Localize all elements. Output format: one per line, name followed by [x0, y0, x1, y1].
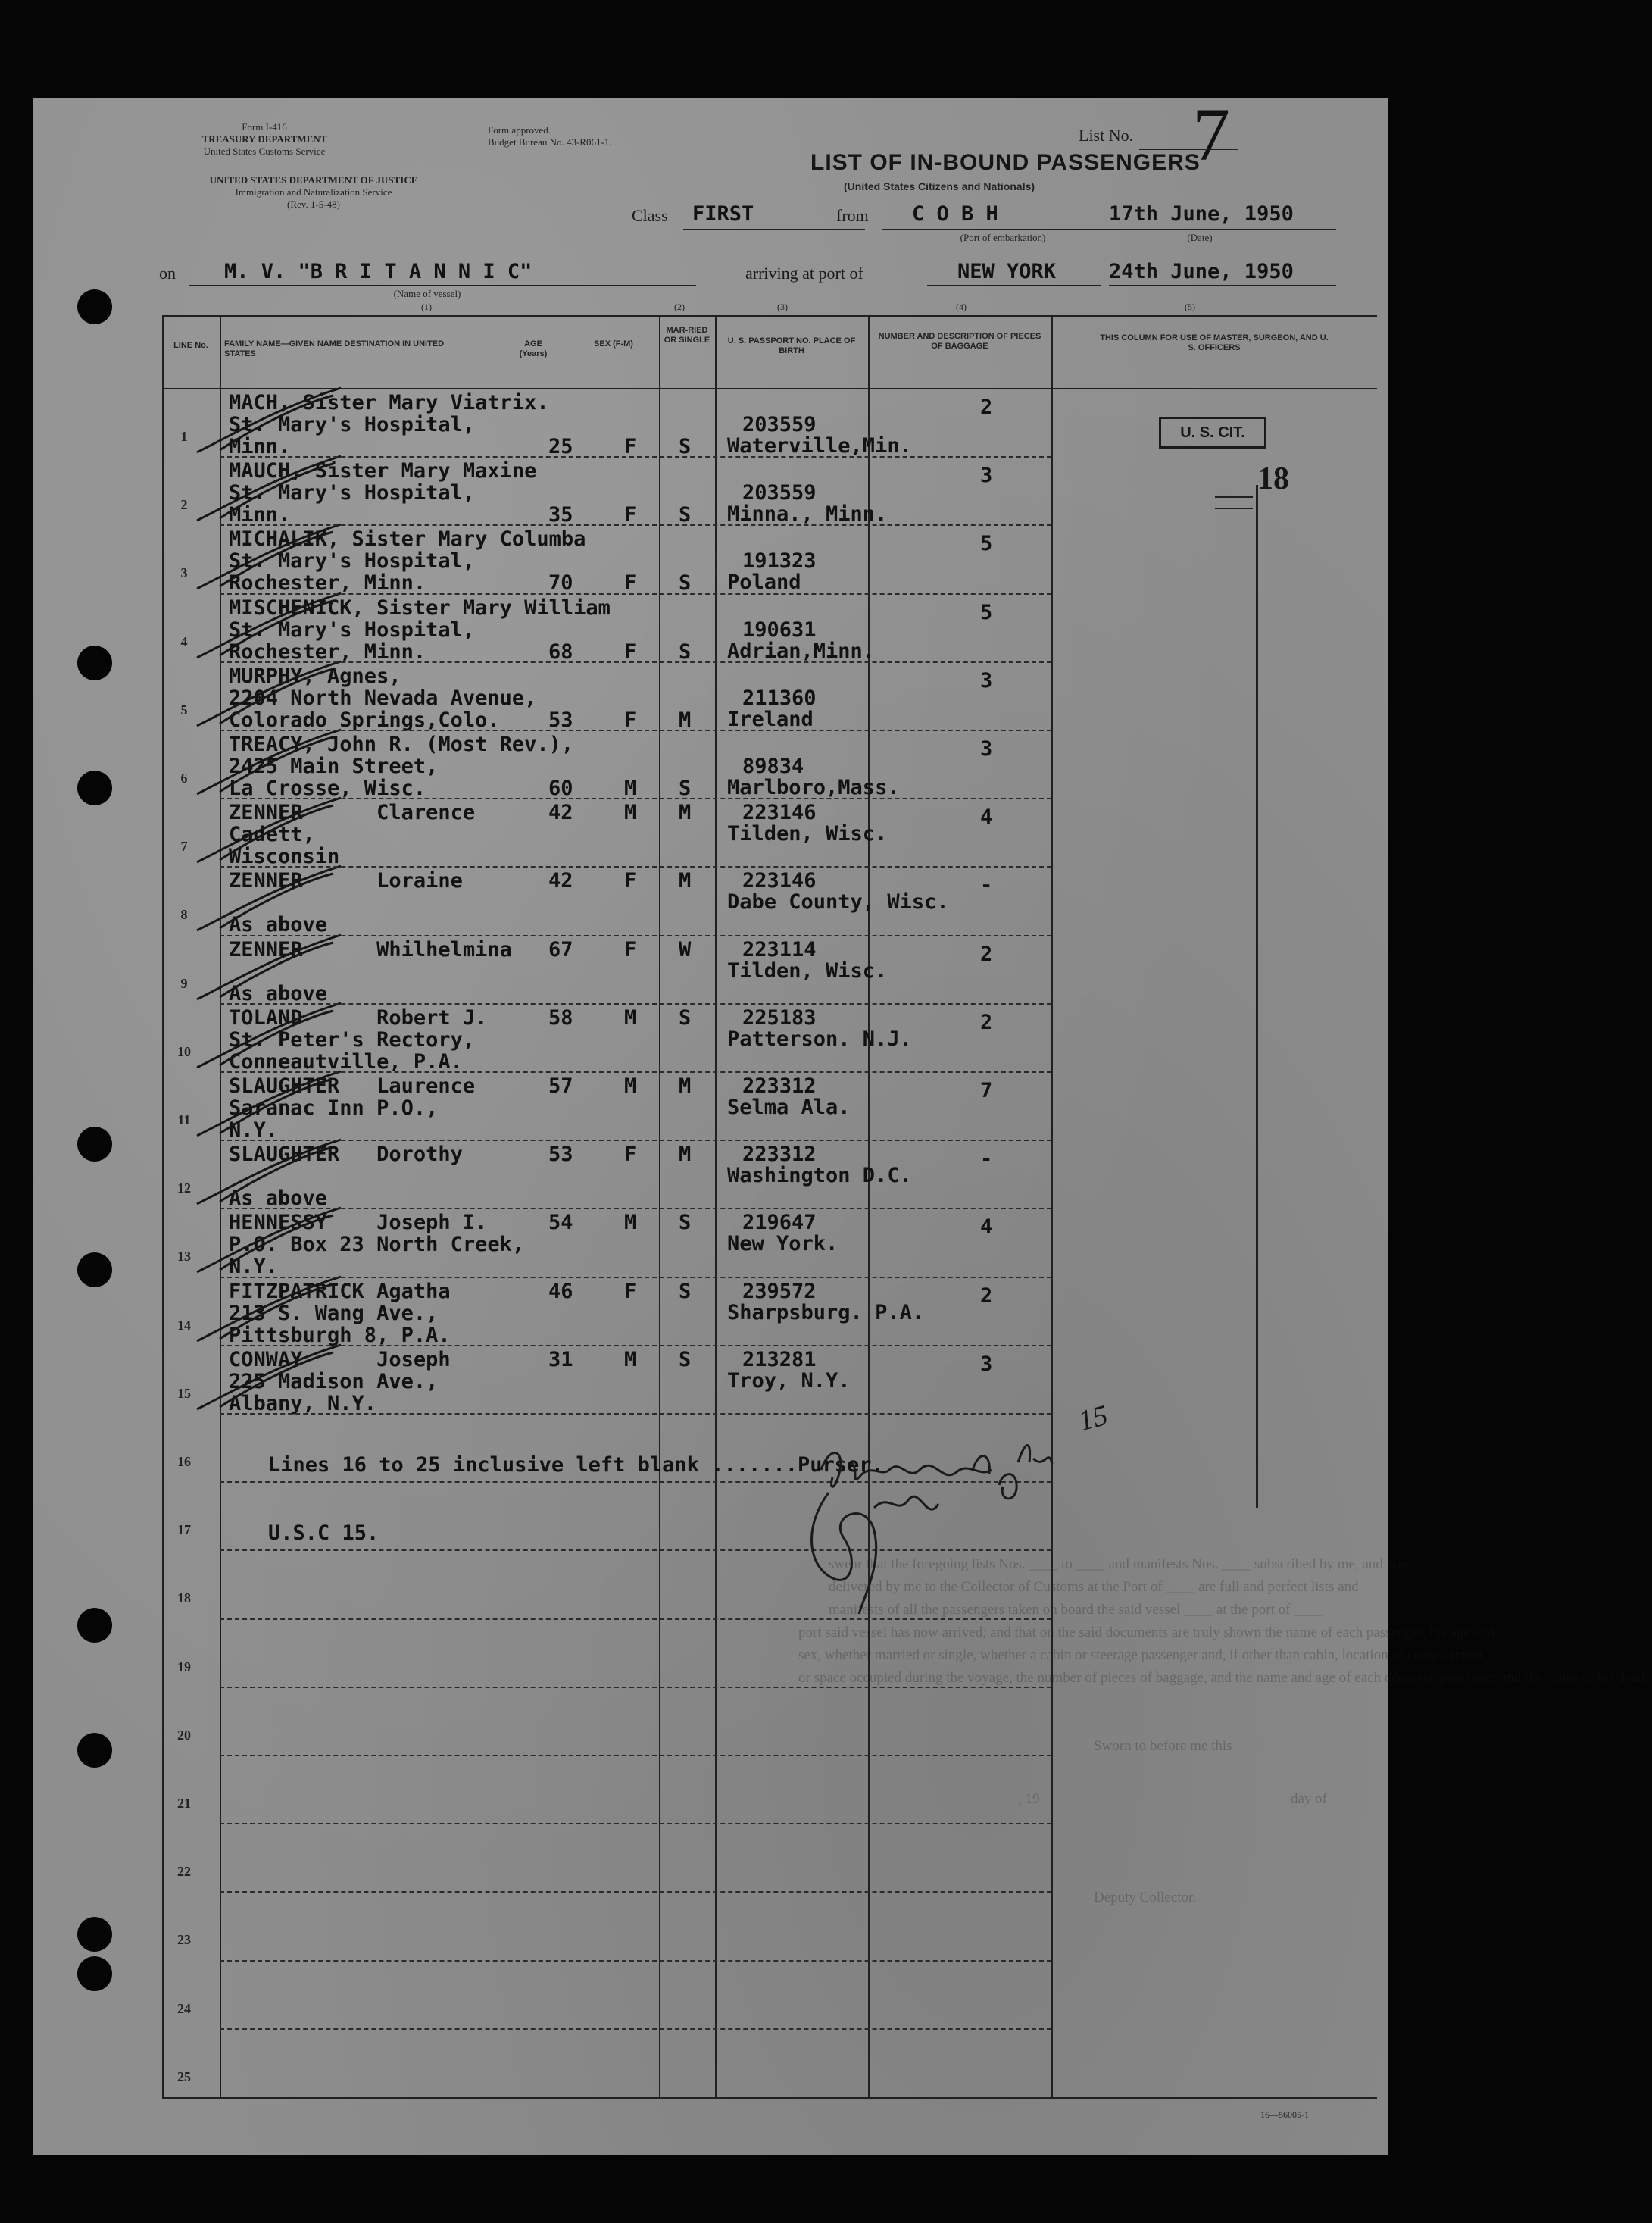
marital-status: M [679, 869, 692, 893]
place-of-birth: New York. [727, 1232, 838, 1255]
passport-number: 203559 [742, 413, 817, 436]
place-of-birth: Poland [727, 571, 801, 594]
arrival-port: NEW YORK [957, 260, 1057, 283]
destination-line-2: Albany, N.Y. [229, 1392, 377, 1415]
destination-line-1: St. Mary's Hospital, [229, 618, 476, 642]
column-header-line: LINE No. [173, 341, 208, 350]
line-number: 13 [177, 1249, 191, 1264]
marital-status: S [679, 777, 692, 800]
marital-status: M [679, 708, 692, 732]
vessel-caption: (Name of vessel) [393, 288, 461, 299]
age: 70 [548, 571, 573, 595]
check-mark-icon [189, 1337, 356, 1421]
line-number: 11 [177, 1112, 191, 1127]
place-of-birth: Tilden, Wisc. [727, 959, 888, 983]
marital-status: S [679, 435, 692, 458]
passenger-name: ZENNER Loraine [229, 869, 463, 893]
baggage-count: 7 [980, 1079, 993, 1102]
place-of-birth: Ireland [727, 708, 814, 731]
destination-line-1: St. Peter's Rectory, [229, 1028, 476, 1052]
officer-count: 18 [1257, 461, 1289, 496]
class-value: FIRST [692, 202, 754, 226]
age: 53 [548, 708, 573, 732]
place-of-birth: Washington D.C. [727, 1164, 912, 1187]
passport-number: 223146 [742, 801, 817, 824]
baggage-count: 3 [980, 737, 993, 761]
destination-line-2: Colorado Springs,Colo. [229, 708, 500, 732]
sex: F [624, 435, 637, 458]
line-number: 14 [177, 1318, 191, 1333]
passport-number: 190631 [742, 618, 817, 642]
baggage-count: - [980, 1147, 993, 1171]
baggage-count: - [980, 874, 993, 897]
arriving-label: arriving at port of [745, 264, 863, 283]
place-of-birth: Minna., Minn. [727, 502, 888, 526]
bleed-through-line: sex, whether married or single, whether a cabin or steerage passenger and, if other than cabin, location of compartment [798, 1647, 1484, 1663]
column-header-officers: THIS COLUMN FOR USE OF MASTER, SURGEON, AND U. S. OFFICERS [1100, 333, 1329, 352]
sex: M [624, 801, 637, 824]
baggage-count: 3 [980, 464, 993, 487]
marital-status: M [679, 1143, 692, 1166]
passport-number: 225183 [742, 1006, 817, 1030]
line-number: 23 [177, 1932, 191, 1947]
form-revision: (Rev. 1-5-48) [287, 199, 340, 210]
age: 57 [548, 1074, 573, 1098]
list-number: 7 [1192, 92, 1230, 177]
destination-line-1: 2425 Main Street, [229, 755, 439, 778]
class-label: Class [632, 206, 668, 225]
passenger-name: HENNESSY Joseph I. [229, 1211, 488, 1234]
on-label: on [159, 264, 176, 283]
baggage-count: 4 [980, 805, 993, 829]
marital-status: S [679, 1348, 692, 1371]
line-number: 24 [177, 2001, 191, 2016]
binder-hole [77, 1733, 112, 1768]
passenger-name: SLAUGHTER Dorothy [229, 1143, 463, 1166]
marital-status: M [679, 1074, 692, 1098]
passport-number: 223146 [742, 869, 817, 893]
marital-status: S [679, 503, 692, 527]
line-number: 22 [177, 1864, 191, 1879]
destination-line-2: As above [229, 982, 328, 1005]
destination-line-1: 2204 North Nevada Avenue, [229, 686, 537, 710]
column-number: (3) [777, 302, 788, 312]
binder-hole [77, 1252, 112, 1287]
marital-status: M [679, 801, 692, 824]
destination-line-2: Pittsburgh 8, P.A. [229, 1324, 451, 1347]
destination-line-2: Conneautville, P.A. [229, 1050, 463, 1074]
passenger-name: TOLAND Robert J. [229, 1006, 488, 1030]
destination-line-1: St. Mary's Hospital, [229, 549, 476, 573]
sex: F [624, 571, 637, 595]
arrival-date: 24th June, 1950 [1109, 260, 1294, 283]
binder-hole [77, 646, 112, 680]
place-of-birth: Sharpsburg. P.A. [727, 1301, 925, 1324]
baggage-count: 5 [980, 532, 993, 555]
treasury-dept: TREASURY DEPARTMENT [201, 133, 327, 145]
age: 60 [548, 777, 573, 800]
sex: M [624, 1211, 637, 1234]
line-number: 15 [177, 1386, 191, 1401]
passport-number: 223114 [742, 938, 817, 961]
line-number: 20 [177, 1727, 191, 1743]
form-approval: Form approved. [488, 124, 551, 136]
marital-status: S [679, 640, 692, 664]
binder-hole [77, 1956, 112, 1991]
destination-line-2: N.Y. [229, 1255, 279, 1278]
column-number: (2) [674, 302, 685, 312]
binder-hole [77, 289, 112, 324]
age: 42 [548, 801, 573, 824]
line-number: 16 [177, 1454, 191, 1469]
line-number: 4 [180, 634, 188, 649]
sex: M [624, 1006, 637, 1030]
footer-code: 16—56005-1 [1260, 2109, 1309, 2120]
customs-service: United States Customs Service [203, 145, 326, 157]
age: 25 [548, 435, 573, 458]
line-number: 1 [180, 429, 188, 444]
age: 53 [548, 1143, 573, 1166]
age: 67 [548, 938, 573, 961]
baggage-count: 2 [980, 1284, 993, 1308]
passenger-name: MURPHY, Agnes, [229, 664, 401, 688]
column-number: (5) [1185, 302, 1195, 312]
passenger-name: CONWAY Joseph [229, 1348, 451, 1371]
passenger-name: SLAUGHTER Laurence [229, 1074, 476, 1098]
passenger-name: MISCHENICK, Sister Mary William [229, 596, 611, 620]
officer-mark: 15 [1075, 1399, 1111, 1438]
line-number: 21 [177, 1796, 191, 1811]
line-number: 19 [177, 1659, 191, 1674]
age: 42 [548, 869, 573, 893]
passport-number: 203559 [742, 481, 817, 505]
sex: F [624, 503, 637, 527]
marital-status: S [679, 1006, 692, 1030]
destination-line-2: Minn. [229, 503, 291, 527]
passport-number: 239572 [742, 1280, 817, 1303]
baggage-count: 2 [980, 943, 993, 966]
form-number: Form I-416 [242, 121, 287, 133]
destination-line-2: Rochester, Minn. [229, 571, 426, 595]
line-number: 12 [177, 1180, 191, 1196]
sex: F [624, 640, 637, 664]
usc-note: U.S.C 15. [268, 1521, 379, 1545]
passport-number: 89834 [742, 755, 804, 778]
passport-number: 223312 [742, 1074, 817, 1098]
destination-line-2: La Crosse, Wisc. [229, 777, 426, 800]
binder-hole [77, 1127, 112, 1162]
embarkation-date: 17th June, 1950 [1109, 202, 1294, 226]
age: 31 [548, 1348, 573, 1371]
destination-line-1: 225 Madison Ave., [229, 1370, 439, 1393]
sex: F [624, 708, 637, 732]
marital-status: S [679, 1280, 692, 1303]
age: 35 [548, 503, 573, 527]
vessel-name: M. V. "B R I T A N N I C" [224, 260, 532, 283]
destination-line-1: Saranac Inn P.O., [229, 1096, 439, 1120]
destination-line-2: Rochester, Minn. [229, 640, 426, 664]
binder-hole [77, 771, 112, 805]
passport-number: 219647 [742, 1211, 817, 1234]
place-of-birth: Patterson. N.J. [727, 1027, 912, 1051]
destination-line-2: As above [229, 1187, 328, 1210]
place-of-birth: Adrian,Minn. [727, 639, 876, 663]
budget-bureau: Budget Bureau No. 43-R061-1. [488, 136, 612, 148]
bleed-through-line: Deputy Collector. [1094, 1890, 1197, 1906]
passport-number: 223312 [742, 1143, 817, 1166]
sex: F [624, 938, 637, 961]
binder-hole [77, 1608, 112, 1643]
manifest-page [33, 92, 1652, 2155]
line-number: 5 [180, 702, 188, 718]
bleed-through-line: Sworn to before me this [1094, 1738, 1232, 1754]
place-of-birth: Marlboro,Mass. [727, 776, 900, 799]
binder-hole [77, 1917, 112, 1952]
bleed-through-line: port said vessel has now arrived; and that on the said documents are truly shown the name of each passenger, his age and [798, 1624, 1494, 1640]
age: 58 [548, 1006, 573, 1030]
line-number: 7 [180, 839, 188, 854]
citizen-stamp: U. S. CIT. [1159, 417, 1266, 449]
line-number: 17 [177, 1522, 191, 1537]
place-of-birth: Troy, N.Y. [727, 1369, 851, 1393]
passenger-name: MICHALIK, Sister Mary Columba [229, 527, 586, 551]
destination-line-2: Minn. [229, 435, 291, 458]
port-embarkation-caption: (Port of embarkation) [960, 232, 1046, 243]
column-header-name: FAMILY NAME—GIVEN NAME DESTINATION IN UNITED STATES [224, 339, 445, 358]
line-number: 6 [180, 771, 188, 786]
line-number: 3 [180, 565, 188, 580]
destination-line-1: 213 S. Wang Ave., [229, 1302, 439, 1325]
from-label: from [836, 206, 869, 225]
bleed-through-line: delivered by me to the Collector of Customs at the Port of ____ are full and perfect lists and [829, 1579, 1359, 1595]
bleed-through-line: day of [1291, 1791, 1328, 1807]
column-header-baggage: NUMBER AND DESCRIPTION OF PIECES OF BAGGAGE [878, 332, 1041, 351]
port-embarkation: C O B H [912, 202, 998, 226]
marital-status: S [679, 1211, 692, 1234]
sex: M [624, 1348, 637, 1371]
date-caption: (Date) [1187, 232, 1213, 243]
baggage-count: 2 [980, 1011, 993, 1034]
baggage-count: 5 [980, 601, 993, 624]
age: 46 [548, 1280, 573, 1303]
place-of-birth: Selma Ala. [727, 1096, 851, 1119]
sex: F [624, 869, 637, 893]
baggage-count: 2 [980, 396, 993, 419]
bleed-through-line: manifests of all the passengers taken on board the said vessel ____ at the port of ____ [829, 1602, 1323, 1618]
column-header-age: AGE (Years) [519, 339, 548, 358]
age: 68 [548, 640, 573, 664]
list-no-label: List No. [1079, 126, 1134, 145]
place-of-birth: Tilden, Wisc. [727, 822, 888, 846]
baggage-count: 3 [980, 1352, 993, 1376]
baggage-count: 4 [980, 1215, 993, 1239]
justice-dept: UNITED STATES DEPARTMENT OF JUSTICE [209, 174, 418, 186]
bleed-through-line: swear that the foregoing lists Nos. ____ to ____ and manifests Nos. ____ subscribed by me, and now [829, 1556, 1412, 1572]
destination-line-2: N.Y. [229, 1118, 279, 1142]
column-header-sex: SEX (F-M) [594, 339, 633, 349]
passport-number: 213281 [742, 1348, 817, 1371]
marital-status: S [679, 571, 692, 595]
passenger-name: ZENNER Clarence [229, 801, 476, 824]
sex: M [624, 1074, 637, 1098]
line-number: 9 [180, 976, 188, 991]
line-number: 10 [177, 1044, 191, 1059]
passport-number: 191323 [742, 549, 817, 573]
destination-line-2: Wisconsin [229, 845, 340, 868]
page-title: LIST OF IN-BOUND PASSENGERS [810, 150, 1201, 175]
passenger-name: MACH, Sister Mary Viatrix. [229, 391, 549, 414]
blank-lines-note: Lines 16 to 25 inclusive left blank .......Purser. [268, 1453, 884, 1477]
column-header-passport: U. S. PASSPORT NO. PLACE OF BIRTH [727, 336, 856, 355]
page-subtitle: (United States Citizens and Nationals) [844, 180, 1035, 192]
destination-line-1: St. Mary's Hospital, [229, 481, 476, 505]
line-number: 2 [180, 497, 188, 512]
column-number: (1) [421, 302, 432, 312]
sex: F [624, 1280, 637, 1303]
age: 54 [548, 1211, 573, 1234]
sex: F [624, 1143, 637, 1166]
destination-line-1: P.O. Box 23 North Creek, [229, 1233, 525, 1256]
baggage-count: 3 [980, 669, 993, 693]
bleed-through-line: or space occupied during the voyage, the number of pieces of baggage, and the name and age of each deceased passenger and the cause of his death. [798, 1670, 1652, 1686]
marital-status: W [679, 938, 692, 961]
place-of-birth: Dabe County, Wisc. [727, 890, 949, 914]
destination-line-1: St. Mary's Hospital, [229, 413, 476, 436]
sex: M [624, 777, 637, 800]
passport-number: 211360 [742, 686, 817, 710]
destination-line-1: Cadett, [229, 823, 315, 846]
destination-line-2: As above [229, 913, 328, 936]
ins-service: Immigration and Naturalization Service [235, 186, 392, 198]
passenger-name: MAUCH, Sister Mary Maxine [229, 459, 537, 483]
passenger-name: FITZPATRICK Agatha [229, 1280, 451, 1303]
passenger-name: ZENNER Whilhelmina [229, 938, 512, 961]
line-number: 8 [180, 907, 188, 922]
place-of-birth: Waterville,Min. [727, 434, 912, 458]
bleed-through-line: , 19 [1018, 1791, 1040, 1807]
column-number: (4) [956, 302, 967, 312]
purser-signature [776, 1417, 1200, 1667]
line-number: 25 [177, 2069, 191, 2084]
line-number: 18 [177, 1590, 191, 1606]
column-header-married: MAR-RIED OR SINGLE [664, 326, 710, 345]
passenger-name: TREACY, John R. (Most Rev.), [229, 733, 574, 756]
